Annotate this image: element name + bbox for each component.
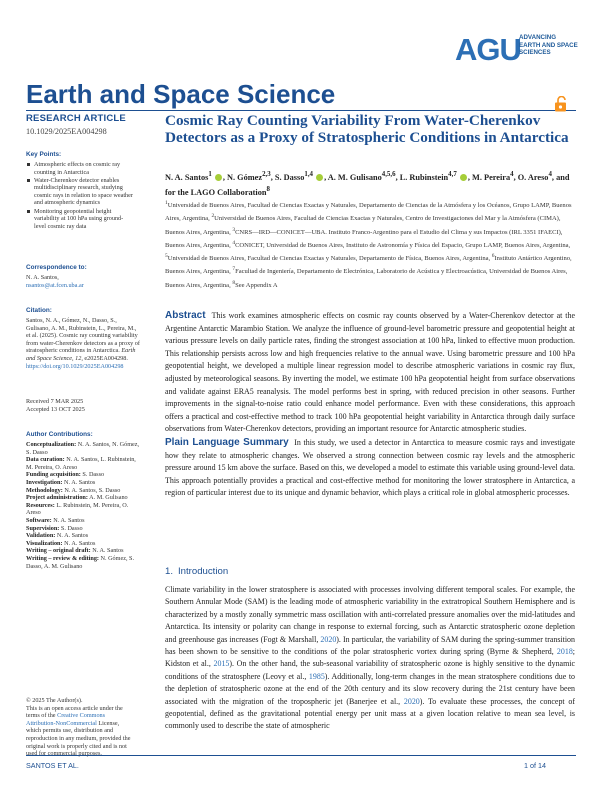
contribution-role: Software:	[26, 516, 52, 524]
accepted-date: Accepted 13 OCT 2025	[26, 406, 85, 413]
article-title: Cosmic Ray Counting Variability From Water-Cherenkov Detectors as a Proxy of Stratospheric Conditions in Antarctica	[165, 112, 569, 146]
author-affiliation-marker: 4	[510, 171, 514, 178]
contribution-names: S. Dasso	[60, 524, 83, 532]
key-points-list	[26, 161, 134, 231]
contribution-item	[26, 487, 144, 495]
contribution-names: N. A. Santos	[53, 516, 85, 524]
intro-text-run: ). Additionally, long-term changes in the mean stratosphere conditions due to the depletion of stratospheric ozone at the end of the 20th century and its slow recovery during the 21st century have been associated with the migration of the tropospheric jet (Banerjee et al.,	[165, 671, 576, 706]
author-name[interactable]: and for the LAGO Collaboration	[165, 172, 570, 197]
reference-link[interactable]: 2020	[403, 696, 420, 706]
reference-link[interactable]: 2018	[556, 647, 573, 657]
contribution-names: N. Gómez, S. Dasso, A. M. Gulisano	[26, 554, 135, 570]
reference-link[interactable]: 2015	[213, 659, 230, 669]
abstract-section	[165, 310, 575, 436]
contribution-role: Funding acquisition:	[26, 471, 81, 479]
pls-text: In this study, we used a detector in Antarctica to measure cosmic rays and investigate how they relate to atmospheric changes. We observed a strong connection between cosmic ray levels and the atmospheric pressure around 15 km above the surface. Based on this, we developed a model to estimate this variable using ground-level data. This approach potentially provides a practical and cost-effective method for monitoring the lower stratosphere in Antarctica, a region of particular interest due to its unique and dynamic behavior, which plays a critical role in global atmospheric processes.	[165, 438, 575, 498]
author-affiliation-marker: 4	[548, 171, 552, 178]
contribution-role: Project administration:	[26, 494, 88, 502]
contribution-names: N. A. Santos	[64, 478, 96, 486]
contribution-item	[26, 479, 144, 487]
article-type-label: RESEARCH ARTICLE	[26, 113, 126, 124]
license-text-start: This is an open access article under the terms of the	[26, 704, 123, 720]
reference-link[interactable]: 1985	[308, 671, 325, 681]
citation-id: , e2025EA004298.	[81, 354, 128, 362]
header-divider	[26, 110, 576, 111]
key-points-heading: Key Points:	[26, 151, 62, 158]
agu-logo[interactable]	[455, 30, 578, 70]
agu-logo-text: AGU	[455, 32, 521, 67]
key-point-item: Water-Cherenkov detector enables multidisciplinary research, studying cosmic rays in relation to space weather and atmospheric dynamics	[26, 177, 134, 207]
citation-heading: Citation:	[26, 307, 52, 314]
affiliation-marker: 7	[232, 266, 236, 273]
citation-main: Santos, N. A., Gómez, N., Dasso, S., Gulisano, A. M., Rubinstein, L., Pereira, M., et al. (2025). Cosmic ray counting variability from water-Cherenkov detectors as a proxy of stratospheric conditions in Antarctica.	[26, 317, 140, 355]
contribution-role: Conceptualization:	[26, 441, 77, 448]
affiliations	[165, 198, 575, 291]
page-number: 1 of 14	[524, 761, 546, 770]
contribution-names: A. M. Gulisano	[89, 494, 128, 502]
plain-language-summary	[165, 437, 575, 500]
affiliation-text: See Appendix A	[235, 281, 278, 289]
contribution-names: N. A. Santos	[92, 547, 124, 555]
affiliation-marker: 4	[232, 239, 236, 246]
contribution-item	[26, 555, 144, 570]
pls-label: Plain Language Summary	[165, 437, 289, 448]
author-affiliation-marker: 8	[266, 185, 270, 193]
contribution-item	[26, 456, 144, 471]
contribution-role: Methodology:	[26, 486, 63, 494]
author-name[interactable]: N. Gómez	[227, 172, 263, 182]
agu-tagline: ADVANCING EARTH AND SPACE SCIENCES	[519, 34, 578, 56]
section-number: 1.	[165, 566, 174, 577]
contribution-role: Investigation:	[26, 478, 63, 486]
contribution-role: Writing – original draft:	[26, 547, 91, 555]
affiliation-text: Universidad de Buenos Aires, Facultad de Ciencias Exactas y Naturales, Centro de Investigaciones del Mar y la Atmósfera (CIMA), Buenos Aires, Argentina,	[165, 215, 561, 236]
author-affiliation-marker: 4,7	[448, 171, 457, 178]
affiliation-text: CNRS—IRD—CONICET—UBA. Instituto Franco-Argentino para el Estudio del Clima y sus Impactos (IRL 3351 IFAECI), Buenos Aires, Argentina,	[165, 228, 563, 249]
affiliation-text: Facultad de Ingeniería, Departamento de Electrónica, Laboratorio de Acústica y Electroacústica, Universidad de Buenos Aires, Buenos Aires, Argentina,	[165, 268, 568, 289]
affiliation-marker: 8	[232, 279, 236, 286]
contribution-item	[26, 540, 144, 548]
author-contributions-list	[26, 441, 144, 570]
license-copyright: © 2025 The Author(s).	[26, 697, 83, 704]
affiliation-text: Instituto Antártico Argentino, Buenos Aires, Argentina,	[165, 255, 572, 276]
key-point-item: Monitoring geopotential height variability at 100 hPa using ground-level cosmic ray data	[26, 208, 134, 231]
author-name[interactable]: S. Dasso	[274, 172, 305, 182]
affiliation-text: Universidad de Buenos Aires, Facultad de Ciencias Exactas y Naturales, Departamento de Ciencias de la Atmósfera y los Océanos, Grupo LAMP, Buenos Aires, Argentina,	[165, 202, 572, 223]
author-affiliation-marker: 1	[208, 171, 212, 178]
contribution-item	[26, 502, 144, 517]
contribution-names: S. Dasso	[82, 471, 105, 479]
correspondence-name: N. A. Santos,	[26, 274, 59, 281]
affiliation-marker: 6	[491, 253, 495, 260]
author-contributions-heading: Author Contributions:	[26, 431, 93, 438]
affiliation-marker: 5	[165, 253, 168, 260]
introduction-text	[165, 584, 575, 733]
affiliation-text: Universidad de Buenos Aires, Facultad de Ciencias Exactas y Naturales, Departamento de Física, Buenos Aires, Argentina,	[167, 255, 492, 263]
key-point-item: Atmospheric effects on cosmic ray counting in Antarctica	[26, 161, 134, 176]
contribution-names: N. A. Santos, N. Gómez, S. Dasso	[26, 441, 140, 456]
intro-text-run: ; Kidston et al.,	[165, 647, 575, 669]
journal-title: Earth and Space Science	[26, 79, 336, 109]
contribution-item	[26, 471, 144, 479]
contribution-role: Validation:	[26, 532, 56, 540]
abstract-label: Abstract	[165, 310, 206, 321]
affiliation-marker: 3	[232, 226, 236, 233]
author-name[interactable]: O. Areso	[517, 172, 549, 182]
contribution-role: Writing – review & editing:	[26, 554, 99, 562]
author-affiliation-marker: 4,5,6	[381, 171, 396, 178]
introduction-heading	[165, 566, 233, 577]
reference-link[interactable]: 2020	[320, 634, 337, 644]
contribution-item	[26, 517, 144, 525]
contribution-names: N. A. Santos	[56, 532, 89, 540]
affiliation-text: CONICET, Universidad de Buenos Aires, Instituto de Astronomía y Física del Espacio, Grupo LAMP, Buenos Aires, Argentina,	[235, 241, 571, 249]
affiliation-marker: 1	[165, 200, 168, 206]
received-date: Received 7 MAR 2025	[26, 398, 84, 405]
contribution-names: N. A. Santos, L. Rubinstein, M. Pereira, O. Areso	[26, 456, 136, 471]
footer-running-author: SANTOS ET AL.	[26, 761, 79, 770]
intro-text-run: Climate variability in the lower stratosphere is associated with processes involving different temporal scales. For example, the Southern Annular Mode (SAM) is the leading mode of atmospheric variability in the extratropical Southern Hemisphere and is characterized by a mostly zonally symmetric mass oscillation with anti-correlated pressure anomalies over the mid-latitudes and Antarctica. Its intensity or polarity can change in response to external forcing, such as Antarctic stratospheric ozone depletion and greenhouse gas increases (Fogt & Marshall,	[165, 585, 575, 644]
author-list: N. A. Santos$^1$ , N. Gómez$^{2,3}$, S. Dasso$^{1,4}$ , A. M. Gulisano$^{4,5,6}$, L. Rubinstein$^{4,7}$ , M. Pereira$^4$, O. Areso$^4$, and for the LAGO Collaboration$^8$	[165, 171, 570, 197]
intro-text-run: ). In particular, the variability of SAM during the spring-summer transition has been shown to be sensitive to the conditions of the polar stratospheric vortex during spring (Byrne & Shepherd,	[165, 634, 575, 657]
contribution-role: Data curation:	[26, 456, 65, 464]
open-access-lock-icon	[553, 96, 571, 112]
contribution-role: Resources:	[26, 501, 55, 509]
affiliation-marker: 2	[211, 213, 215, 220]
contribution-item	[26, 494, 144, 502]
contribution-role: Supervision:	[26, 524, 60, 532]
orcid-icon[interactable]	[460, 174, 467, 181]
citation-doi-link[interactable]: https://doi.org/10.1029/2025EA004298	[26, 362, 124, 370]
correspondence-heading: Correspondence to:	[26, 264, 87, 271]
author-affiliation-marker: 1,4	[304, 171, 314, 178]
correspondence-email-link[interactable]: nsantos@at.fcen.uba.ar	[26, 282, 84, 289]
author-affiliation-marker: 2,3	[262, 171, 271, 178]
contribution-names: N. A. Santos	[64, 539, 96, 547]
contribution-item	[26, 532, 144, 540]
contribution-role: Visualization:	[26, 539, 63, 547]
author-name[interactable]: L. Rubinstein	[399, 172, 449, 182]
section-title: Introduction	[178, 566, 229, 577]
author-name[interactable]: A. M. Gulisano	[327, 172, 382, 182]
contribution-item	[26, 525, 144, 533]
license-link[interactable]: Creative Commons Attribution-NonCommercial	[26, 712, 106, 727]
intro-text-run: ). To evaluate these processes, the concept of geopotential, defined as the gravitational potential energy per unit mass at a given location relative to mean sea level, is commonly used to describe the state of atmospheric	[165, 696, 575, 731]
intro-text-run: ). On the other hand, the sub-seasonal variability of stratospheric ozone is highly sensitive to the dynamic conditions of the stratosphere (Leovy et al.,	[165, 659, 575, 681]
author-name[interactable]: N. A. Santos	[165, 172, 209, 182]
contribution-names: N. A. Santos, S. Dasso	[64, 486, 121, 494]
footer-divider	[26, 755, 576, 756]
orcid-icon[interactable]	[316, 174, 323, 181]
author-name[interactable]: M. Pereira	[472, 172, 511, 182]
contribution-names: L. Rubinstein, M. Pereira, O. Areso	[26, 501, 129, 517]
license-text-end: License, which permits use, distribution and reproduction in any medium, provided the original work is properly cited and is not used for commercial purposes.	[26, 719, 131, 758]
contribution-item	[26, 441, 144, 456]
license-notice	[26, 697, 134, 758]
orcid-icon[interactable]	[215, 174, 222, 181]
citation-text	[26, 317, 141, 370]
article-doi[interactable]: 10.1029/2025EA004298	[26, 127, 107, 136]
citation-journal: Earth and Space Science, 12	[26, 347, 136, 362]
abstract-text: This work examines atmospheric effects on cosmic ray counts observed by a Water-Cherenkov detector at the Argentine Antarctic Marambio Station. We analyze the influence of ground-level barometric pressure and geopotential height at various pressure levels on daily particle rates, finding the strongest association at 100 hPa, linked to effective muon production. This relationship persists across low and high frequencies relative to the annual wave. Using barometric pressure and 100 hPa geopotential height, we developed a multiple linear regression model to describe atmospheric variations in cosmic ray flux, adjusted by meteorological seasons. By inverting the model, we estimate 100 hPa geopotential height from surface observations and validate against ERA5 reanalysis. The model performs best in spring, with reduced precision in other seasons. Further improvements in the signal-to-noise ratio could enhance model performance. Even with these considerations, this approach offers a practical and cost-effective method to track 100 hPa geopotential height variability in Antarctica through daily surface observations from Water-Cherenkov detectors, providing an important resource for Antarctic atmospheric studies.	[165, 311, 576, 434]
contribution-item	[26, 547, 144, 555]
